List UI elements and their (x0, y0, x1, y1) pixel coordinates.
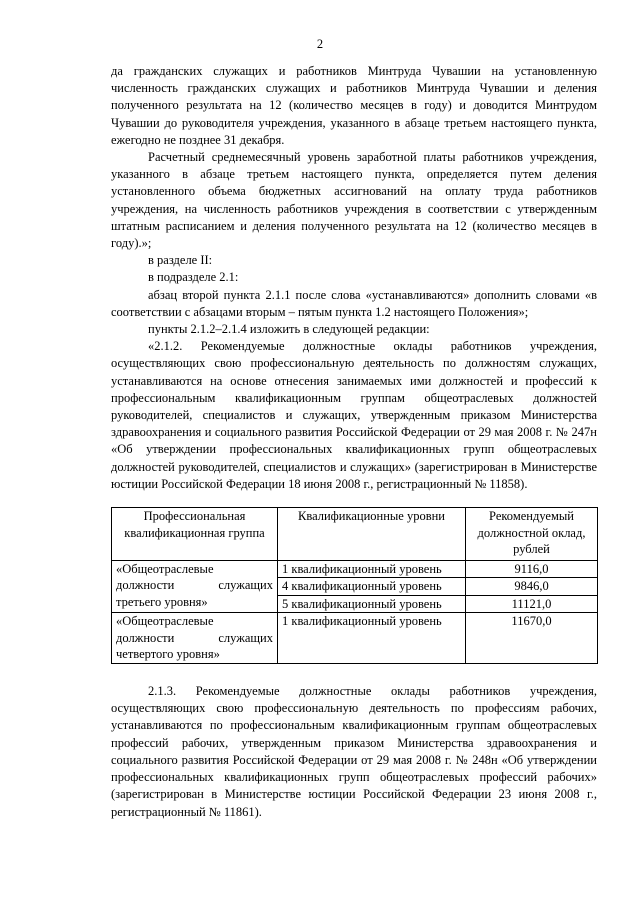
document-body (111, 63, 597, 821)
table-row (112, 613, 598, 664)
salary-table (111, 507, 598, 664)
salary-cell: 11121,0 (466, 595, 598, 613)
salary-cell: 11670,0 (466, 613, 598, 664)
paragraph: «2.1.2. Рекомендуемые должностные оклады работников учреждения, осуществляющих свою профессиональную деятельность по должностям служащих, устанавливаются на основе отнесения занимаемых ими должностей и профессий к профессиональным квалификационным группам общеотраслевых должностей руководителей, специалистов и служащих, утвержденным приказом Министерства здравоохранения и социального развития Российской Федерации от 29 мая 2008 г. № 247н «Об утверждении профессиональных квалификационных групп общеотраслевых должностей руководителей, специалистов и служащих» (зарегистрирован в Министерстве юстиции Российской Федерации 18 июня 2008 г., регистрационный № 11858). (111, 339, 597, 491)
paragraph: да гражданских служащих и работников Минтруда Чувашии на установленную численность гражданских служащих и работников Минтруда Чувашии и деления полученного результата на 12 (количество месяцев в году) и доводится Минтрудом Чувашии до руководителя учреждения, указанного в абзаце третьем настоящего пункта, ежегодно не позднее 31 декабря. (111, 64, 597, 147)
paragraph: в разделе II: (148, 253, 213, 268)
qualification-level-cell: 5 квалификационный уровень (278, 595, 466, 613)
column-header: Квалификационные уровни (278, 508, 466, 561)
paragraph: в подразделе 2.1: (148, 270, 239, 285)
salary-cell: 9846,0 (466, 578, 598, 596)
paragraphs-top (111, 63, 597, 493)
qualification-group-cell: «Общеотраслевые должности служащих четвертого уровня» (112, 613, 278, 664)
qualification-level-cell: 1 квалификационный уровень (278, 613, 466, 664)
salary-cell: 9116,0 (466, 560, 598, 578)
qualification-group-cell: «Общеотраслевые должности служащих третьего уровня» (112, 560, 278, 613)
paragraph: пункты 2.1.2–2.1.4 изложить в следующей редакции: (148, 322, 430, 337)
table-row (112, 560, 598, 578)
column-header: Профессиональная квалификационная группа (112, 508, 278, 561)
table-header-row (112, 508, 598, 561)
qualification-level-cell: 1 квалификационный уровень (278, 560, 466, 578)
paragraph: абзац второй пункта 2.1.1 после слова «устанавливаются» дополнить словами «в соответствии с абзацами вторым – пятым пункта 1.2 настоящего Положения»; (111, 287, 597, 319)
qualification-level-cell: 4 квалификационный уровень (278, 578, 466, 596)
column-header: Рекомендуемый должностной оклад, рублей (466, 508, 598, 561)
paragraphs-bottom (111, 683, 597, 821)
paragraph: Расчетный среднемесячный уровень заработной платы работников учреждения, указанного в абзаце третьем настоящего пункта, определяется путем деления установленного объема бюджетных ассигнований на оплату труда работников учреждения, на численность работников учреждения в соответствии с утвержденным штатным расписанием и деления полученного результата на 12 (количество месяцев в году).»; (111, 150, 597, 251)
paragraph: 2.1.3. Рекомендуемые должностные оклады работников учреждения, осуществляющих свою профессиональную деятельность по профессиям рабочих, устанавливаются по профессиональным квалификационным группам общеотраслевых профессий рабочих, утвержденным приказом Министерства здравоохранения и социального развития Российской Федерации от 29 мая 2008 г. № 248н «Об утверждении профессиональных квалификационных групп общеотраслевых профессий рабочих» (зарегистрирован в Министерстве юстиции Российской Федерации 23 июня 2008 г., регистрационный № 11861). (111, 684, 597, 819)
page-number: 2 (316, 37, 324, 51)
